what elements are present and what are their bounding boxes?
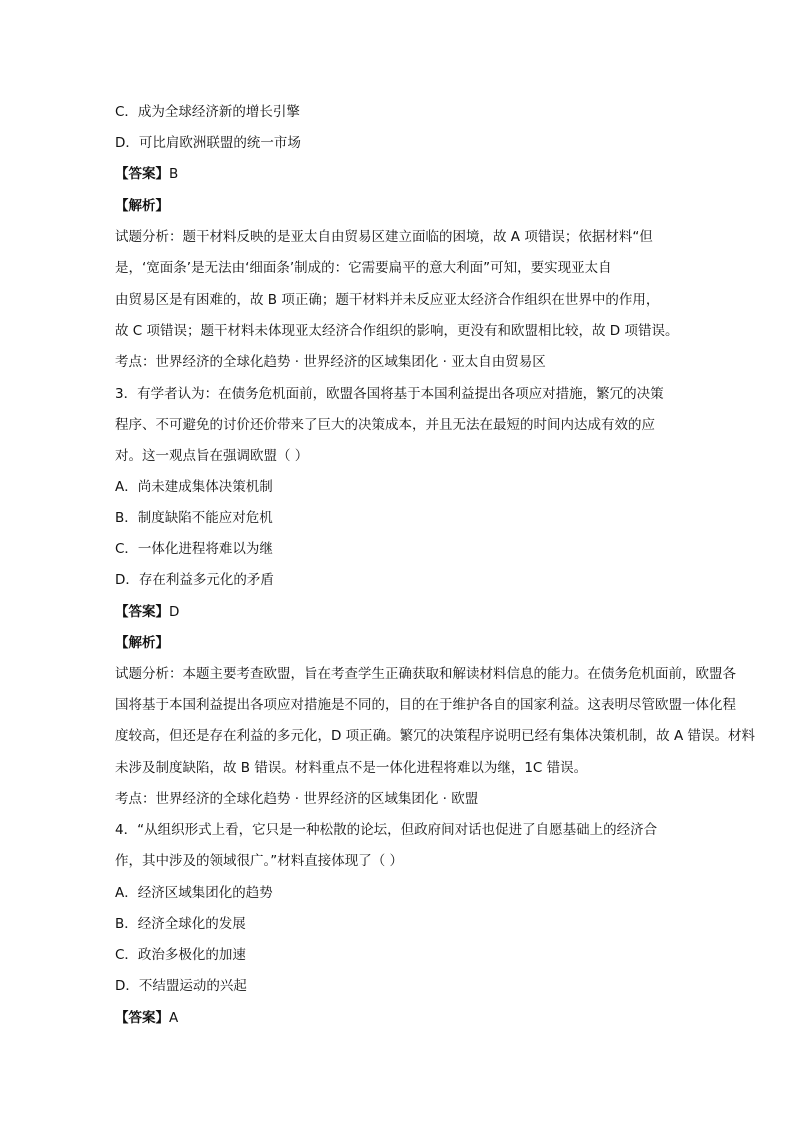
- q2-analysis-line: 试题分析：题干材料反映的是亚太自由贸易区建立面临的困境，故 A 项错误；依据材料“但: [115, 229, 653, 245]
- answer-value: D: [169, 604, 180, 620]
- q2-option-d: D．可比肩欧洲联盟的统一市场: [115, 135, 301, 151]
- answer-tag: 【答案】: [115, 604, 169, 620]
- q4-stem-line: 4．“从组织形式上看，它只是一种松散的论坛，但政府间对话也促进了自愿基础上的经济合: [115, 822, 658, 838]
- q4-option-a: A．经济区域集团化的趋势: [115, 885, 273, 901]
- q3-analysis-line: 试题分析：本题主要考查欧盟，旨在考查学生正确获取和解读材料信息的能力。在债务危机面前，欧盟各: [115, 666, 736, 682]
- q3-analysis-tag: 【解析】: [115, 635, 169, 651]
- q4-option-d: D．不结盟运动的兴起: [115, 978, 247, 994]
- q3-analysis-line: 国将基于本国利益提出各项应对措施是不同的，目的在于维护各自的国家利益。这表明尽管欧盟一体化程: [115, 697, 736, 713]
- q3-kaodian: 考点：世界经济的全球化趋势 · 世界经济的区域集团化 · 欧盟: [115, 791, 479, 807]
- q3-stem-line: 程序、不可避免的讨价还价带来了巨大的决策成本，并且无法在最短的时间内达成有效的应: [115, 417, 655, 433]
- q4-option-c: C．政治多极化的加速: [115, 947, 246, 963]
- q2-answer: [115, 165, 178, 183]
- q3-option-c: C．一体化进程将难以为继: [115, 541, 273, 557]
- q3-stem-line: 对。这一观点旨在强调欧盟（ ）: [115, 448, 309, 464]
- q2-analysis-line: 由贸易区是有困难的，故 B 项正确；题干材料并未反应亚太经济合作组织在世界中的作用，: [115, 292, 660, 308]
- q4-stem-line: 作，其中涉及的领域很广。”材料直接体现了（ ）: [115, 853, 404, 869]
- answer-tag: 【答案】: [115, 166, 169, 182]
- q3-option-b: B．制度缺陷不能应对危机: [115, 510, 273, 526]
- q2-analysis-line: 故 C 项错误；题干材料未体现亚太经济合作组织的影响，更没有和欧盟相比较，故 D 项错误。: [115, 323, 679, 339]
- q2-analysis-tag: 【解析】: [115, 198, 169, 214]
- q4-answer: [115, 1009, 178, 1027]
- q3-analysis-line: 度较高，但还是存在利益的多元化，D 项正确。繁冗的决策程序说明已经有集体决策机制，故 A 错误。材料: [115, 728, 756, 744]
- q2-kaodian: 考点：世界经济的全球化趋势 · 世界经济的区域集团化 · 亚太自由贸易区: [115, 354, 546, 370]
- q3-option-d: D．存在利益多元化的矛盾: [115, 572, 274, 588]
- q2-option-c: C．成为全球经济新的增长引擎: [115, 104, 300, 120]
- q3-option-a: A．尚未建成集体决策机制: [115, 479, 273, 495]
- q3-analysis-line: 未涉及制度缺陷，故 B 错误。材料重点不是一体化进程将难以为继，1C 错误。: [115, 760, 588, 776]
- q4-option-b: B．经济全球化的发展: [115, 916, 246, 932]
- q2-analysis-line: 是，‘宽面条’是无法由‘细面条’制成的：它需要扁平的意大利面”可知，要实现亚太自: [115, 260, 612, 276]
- q3-answer: [115, 603, 179, 621]
- answer-value: A: [169, 1010, 179, 1026]
- answer-tag: 【答案】: [115, 1010, 169, 1026]
- answer-value: B: [169, 166, 179, 182]
- q3-stem-line: 3．有学者认为：在债务危机面前，欧盟各国将基于本国利益提出各项应对措施，繁冗的决策: [115, 386, 664, 402]
